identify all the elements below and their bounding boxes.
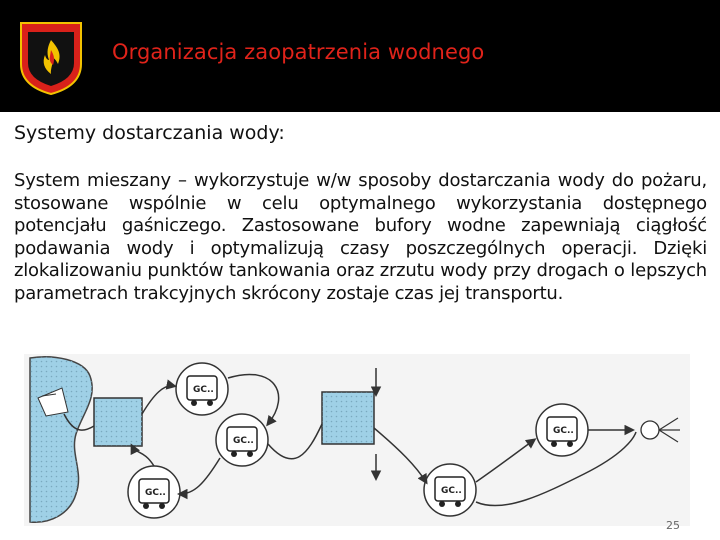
fire-brigade-logo-icon (18, 20, 84, 96)
page-number: 25 (666, 519, 680, 532)
fire-truck-icon (424, 464, 476, 516)
section-subtitle: Systemy dostarczania wody: (14, 122, 285, 144)
water-supply-diagram (24, 354, 690, 526)
fire-truck-icon (128, 466, 180, 518)
fire-truck-icon (176, 363, 228, 415)
page-title: Organizacja zaopatrzenia wodnego (112, 40, 485, 64)
svg-text:GC..: GC.. (553, 426, 574, 436)
svg-text:GC..: GC.. (193, 385, 214, 395)
svg-text:GC..: GC.. (441, 486, 462, 496)
header-bar (0, 0, 720, 112)
fire-truck-icon (536, 404, 588, 456)
svg-text:GC..: GC.. (233, 436, 254, 446)
body-paragraph: System mieszany – wykorzystuje w/w sposoby dostarczania wody do pożaru, stosowane wspólnie w celu optymalnego wykorzystania dostępnego potencjału gaśniczego. Zastosowane bufory wodne zapewniają ciągłość podawania wody i optymalizują czasy poszczególnych operacji. Dzięki zlokalizowaniu punktów tankowania oraz zrzutu wody przy drogach o lepszych parametrach trakcyjnych skrócony zostaje czas jej transportu. (14, 170, 707, 304)
fire-truck-icon (216, 414, 268, 466)
slide-content (0, 112, 720, 540)
nozzle-icon (641, 421, 659, 439)
svg-text:GC..: GC.. (145, 488, 166, 498)
